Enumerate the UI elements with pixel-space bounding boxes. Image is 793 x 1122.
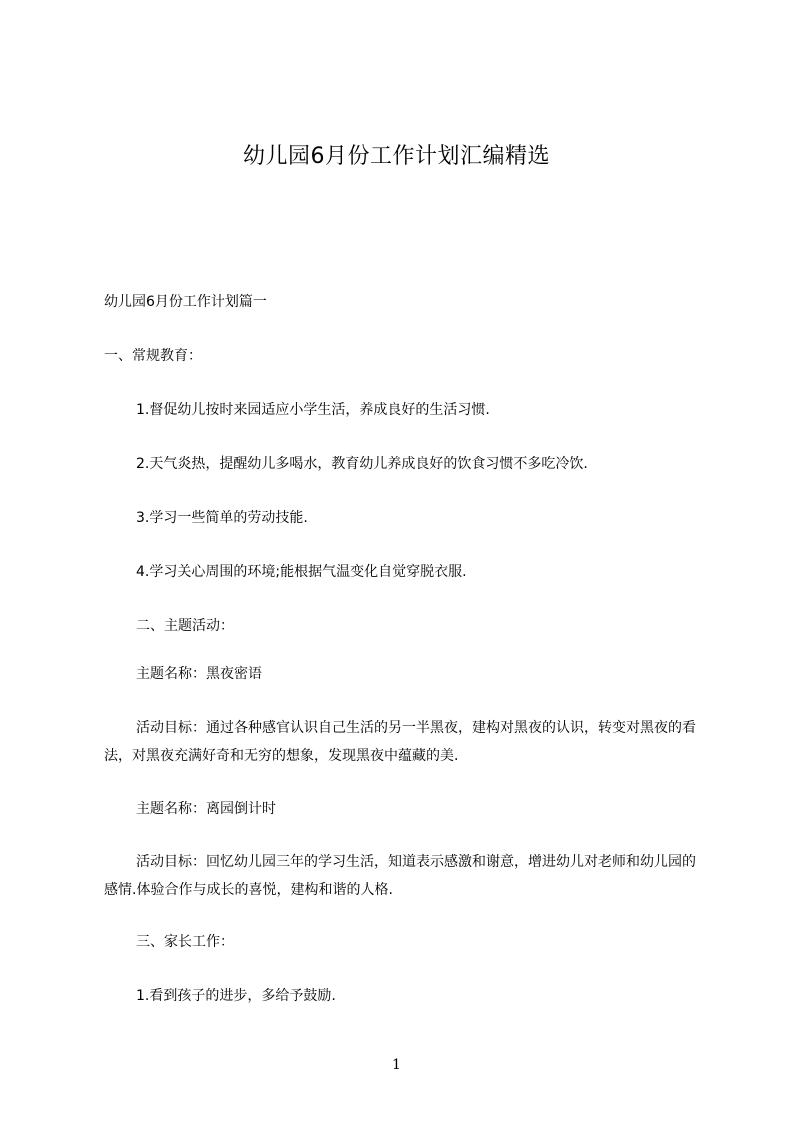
section-heading-parents: 三、家长工作：	[136, 934, 234, 950]
theme-name: 主题名称：离园倒计时	[136, 801, 276, 817]
activity-goal: 活动目标：通过各种感官认识自己生活的另一半黑夜，建构对黑夜的认识，转变对黑夜的看法，对黑夜充满好奇和无穷的想象，发现黑夜中蕴藏的美.	[104, 720, 696, 764]
document-title: 幼儿园6月份工作计划汇编精选	[243, 144, 550, 169]
list-item: 3.学习一些简单的劳动技能.	[136, 510, 308, 526]
list-item: 2.天气炎热，提醒幼儿多喝水，教育幼儿养成良好的饮食习惯不多吃冷饮.	[136, 456, 588, 472]
section-heading-theme: 二、主题活动：	[136, 618, 234, 634]
section-heading-routine: 一、常规教育：	[104, 348, 202, 364]
page-number: 1	[392, 1057, 401, 1073]
activity-goal: 活动目标：回忆幼儿园三年的学习生活，知道表示感激和谢意，增进幼儿对老师和幼儿园的感情.体验合作与成长的喜悦，建构和谐的人格.	[104, 854, 696, 898]
list-item: 1.督促幼儿按时来园适应小学生活，养成良好的生活习惯.	[136, 402, 490, 418]
list-item: 4.学习关心周围的环境;能根据气温变化自觉穿脱衣服.	[136, 564, 467, 580]
list-item: 1.看到孩子的进步，多给予鼓励.	[136, 988, 336, 1004]
theme-name: 主题名称：黑夜密语	[136, 666, 262, 682]
section-heading-plan: 幼儿园6月份工作计划篇一	[104, 294, 267, 310]
